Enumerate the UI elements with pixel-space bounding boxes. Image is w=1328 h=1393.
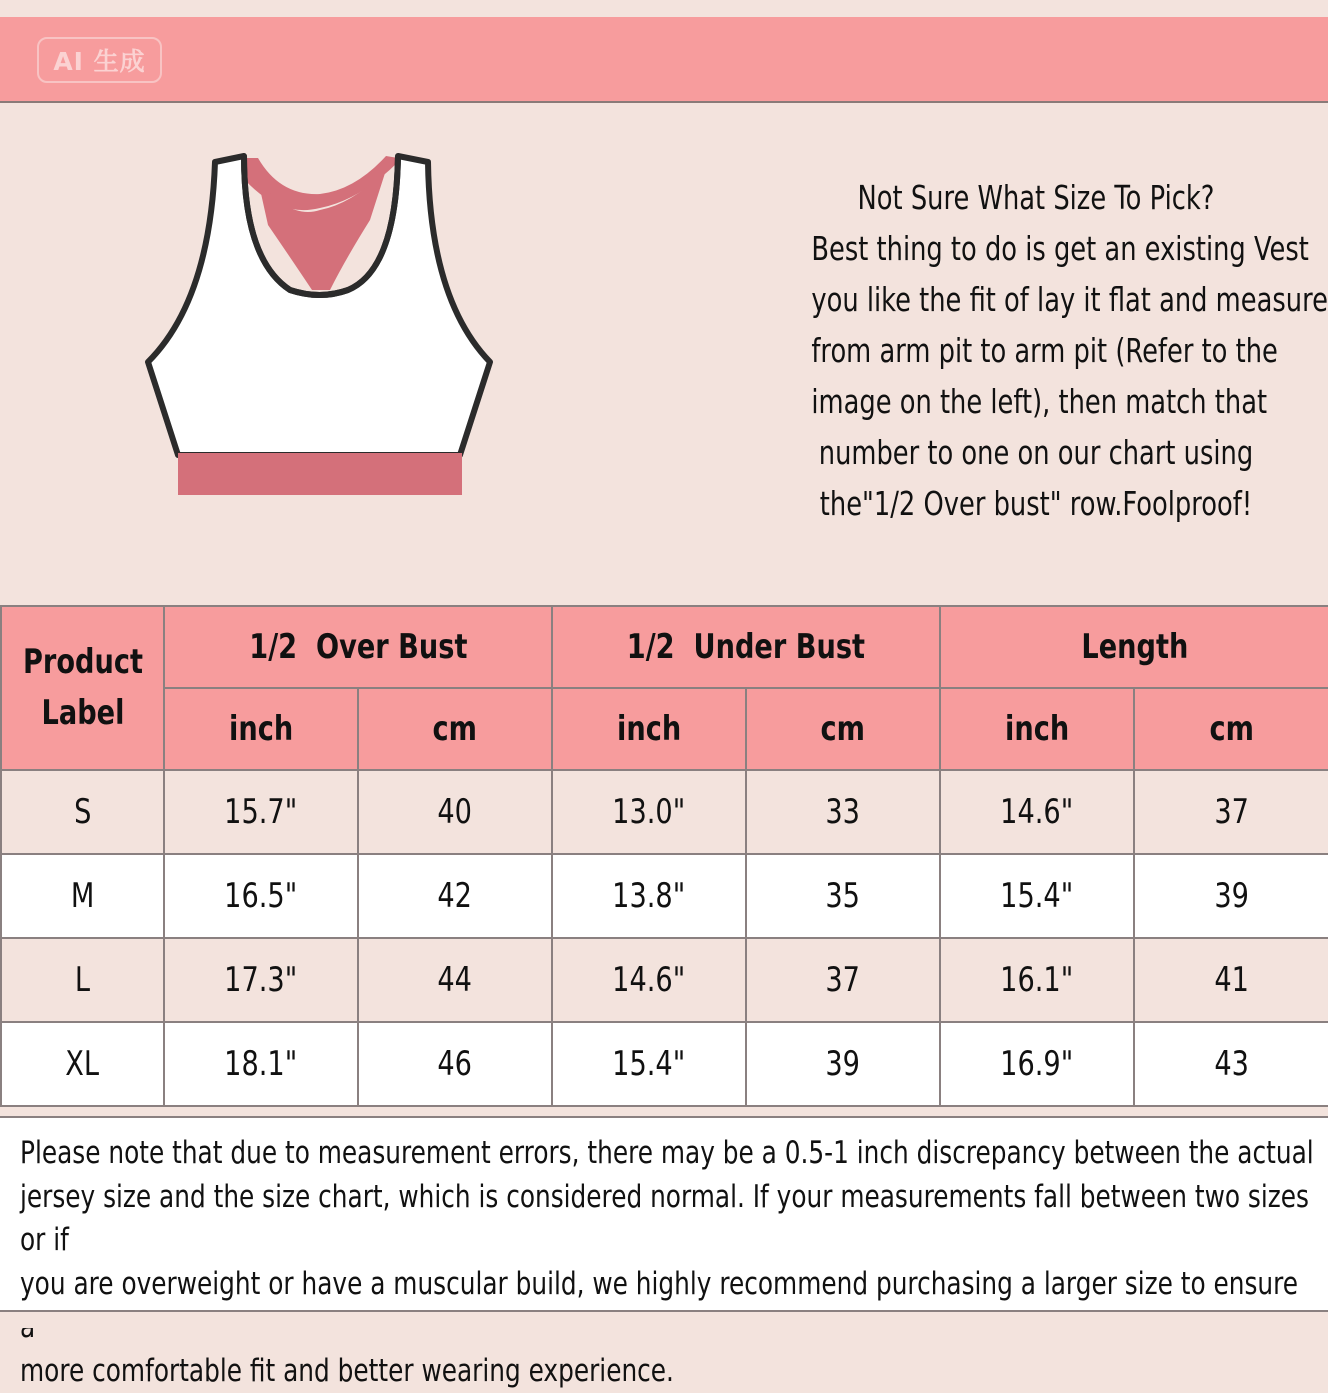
value-cell: 15.4" [940, 854, 1134, 938]
value-cell: 39 [1134, 854, 1328, 938]
size-cell: XL [1, 1022, 164, 1106]
value-cell: 16.1" [940, 938, 1134, 1022]
unit-header: inch [164, 688, 358, 770]
header-band [0, 17, 1328, 103]
unit-header: cm [746, 688, 940, 770]
unit-header: cm [358, 688, 552, 770]
size-cell: M [1, 854, 164, 938]
note-line: jersey size and the size chart, which is considered normal. If your measurements fall between two sizes or if [20, 1176, 1320, 1263]
value-cell: 42 [358, 854, 552, 938]
advice-line: image on the left), then match that [811, 376, 1260, 427]
size-cell: L [1, 938, 164, 1022]
top-gap [0, 0, 1328, 17]
advice-line: Best thing to do is get an existing Vest [811, 223, 1260, 274]
advice-line: the"1/2 Over bust" row.Foolproof! [811, 478, 1260, 529]
advice-line: you like the fit of lay it flat and measure [811, 274, 1260, 325]
value-cell: 35 [746, 854, 940, 938]
value-cell: 13.0" [552, 770, 746, 854]
value-cell: 37 [1134, 770, 1328, 854]
note-line: Please note that due to measurement errors, there may be a 0.5-1 inch discrepancy between the actual [20, 1132, 1320, 1176]
value-cell: 46 [358, 1022, 552, 1106]
length-header: Length [940, 606, 1328, 688]
value-cell: 15.7" [164, 770, 358, 854]
size-cell: S [1, 770, 164, 854]
value-cell: 33 [746, 770, 940, 854]
value-cell: 17.3" [164, 938, 358, 1022]
over-bust-header: 1/2 Over Bust [164, 606, 552, 688]
value-cell: 41 [1134, 938, 1328, 1022]
advice-line: Not Sure What Size To Pick? [811, 172, 1260, 223]
note-text [20, 1132, 1320, 1393]
value-cell: 16.5" [164, 854, 358, 938]
product-label-header [1, 606, 164, 770]
table-row [1, 770, 1328, 854]
unit-header: inch [552, 688, 746, 770]
table-row [1, 938, 1328, 1022]
product-label-line: Product [23, 642, 143, 682]
note-line: more comfortable fit and better wearing experience. [20, 1350, 1320, 1393]
value-cell: 40 [358, 770, 552, 854]
size-advice-text [811, 172, 1260, 529]
value-cell: 14.6" [940, 770, 1134, 854]
table-row [1, 854, 1328, 938]
bottom-strip [0, 1312, 1328, 1328]
note-line: you are overweight or have a muscular build, we highly recommend purchasing a larger size to ensure [20, 1263, 1320, 1350]
bra-underband [178, 453, 462, 495]
value-cell: 15.4" [552, 1022, 746, 1106]
value-cell: 14.6" [552, 938, 746, 1022]
ai-generated-badge: AI 生成 [37, 37, 162, 83]
unit-header: inch [940, 688, 1134, 770]
value-cell: 16.9" [940, 1022, 1134, 1106]
product-label-line: Label [41, 693, 124, 733]
value-cell: 18.1" [164, 1022, 358, 1106]
unit-header: cm [1134, 688, 1328, 770]
value-cell: 44 [358, 938, 552, 1022]
table-row [1, 1022, 1328, 1106]
size-chart-table [0, 605, 1328, 1107]
measurement-note [0, 1116, 1328, 1312]
value-cell: 43 [1134, 1022, 1328, 1106]
under-bust-header: 1/2 Under Bust [552, 606, 940, 688]
advice-line: number to one on our chart using [811, 427, 1260, 478]
sports-bra-illustration [140, 150, 500, 502]
advice-line: from arm pit to arm pit (Refer to the [811, 325, 1260, 376]
value-cell: 39 [746, 1022, 940, 1106]
value-cell: 37 [746, 938, 940, 1022]
value-cell: 13.8" [552, 854, 746, 938]
